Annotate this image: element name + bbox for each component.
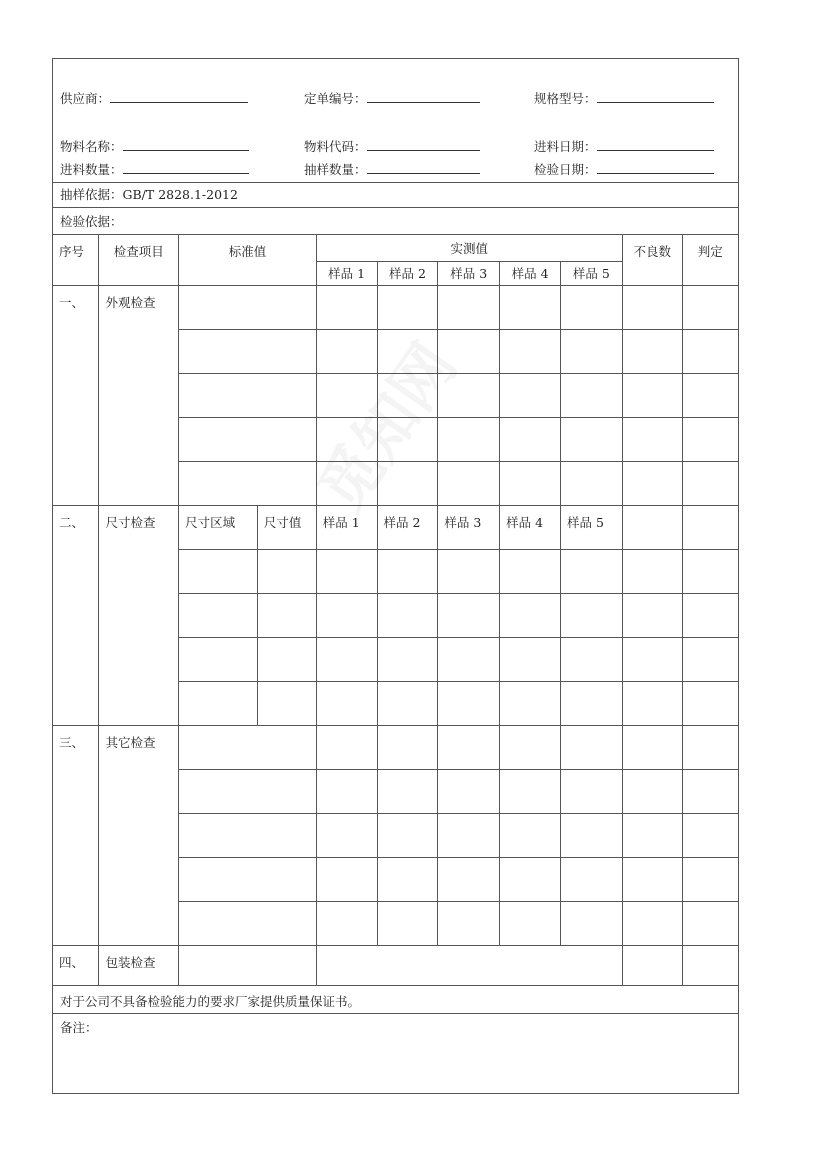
judgment-cell[interactable] — [682, 417, 738, 461]
col-no-header: 序号 — [53, 235, 99, 285]
defects-cell[interactable] — [622, 681, 682, 725]
sample-cell[interactable] — [500, 725, 561, 769]
sample-cell[interactable] — [377, 901, 438, 945]
sample-cell[interactable] — [377, 637, 438, 681]
judgment-cell[interactable] — [682, 285, 738, 329]
sample-cell[interactable] — [560, 901, 622, 945]
sample-header-3: 样品 3 — [438, 261, 500, 285]
section-4-name: 包装检查 — [99, 945, 179, 985]
sample-header-4: 样品 4 — [500, 261, 561, 285]
sample-cell[interactable] — [438, 725, 500, 769]
sample-cell[interactable] — [316, 329, 377, 373]
dimension-area-cell[interactable] — [179, 681, 258, 725]
sample-cell[interactable] — [316, 769, 377, 813]
sample-cell[interactable] — [500, 373, 561, 417]
dimension-value-cell[interactable] — [257, 549, 316, 593]
col-defects-header: 不良数 — [622, 235, 682, 285]
sample-cell[interactable] — [500, 461, 561, 505]
defects-cell[interactable] — [622, 813, 682, 857]
standard-cell[interactable] — [179, 329, 317, 373]
standard-cell[interactable] — [179, 857, 317, 901]
sample-cell[interactable] — [316, 681, 377, 725]
supplier-field[interactable] — [60, 89, 248, 107]
sample-cell[interactable] — [560, 329, 622, 373]
material-name-label: 物料名称： — [60, 139, 123, 154]
sample-cell[interactable] — [316, 725, 377, 769]
remarks-label: 备注： — [60, 1020, 98, 1035]
sample-cell[interactable] — [500, 549, 561, 593]
sample-cell[interactable] — [438, 329, 500, 373]
judgment-cell[interactable] — [682, 549, 738, 593]
sample-cell[interactable] — [438, 373, 500, 417]
sample-cell[interactable] — [560, 769, 622, 813]
sample-cell[interactable] — [316, 461, 377, 505]
sample-cell[interactable] — [500, 813, 561, 857]
judgment-cell[interactable] — [682, 725, 738, 769]
judgment-cell[interactable] — [682, 769, 738, 813]
sample-cell[interactable] — [438, 285, 500, 329]
table-row — [53, 945, 738, 985]
standard-cell[interactable] — [179, 813, 317, 857]
standard-cell[interactable] — [179, 373, 317, 417]
table-row — [53, 285, 738, 329]
judgment-cell[interactable] — [682, 945, 738, 985]
order-no-field[interactable] — [304, 89, 480, 107]
sample-cell[interactable] — [377, 813, 438, 857]
sample-cell[interactable] — [500, 593, 561, 637]
sample-cell[interactable] — [316, 637, 377, 681]
sample-cell[interactable] — [560, 549, 622, 593]
judgment-cell[interactable] — [682, 681, 738, 725]
standard-cell[interactable] — [179, 461, 317, 505]
judgment-cell[interactable] — [682, 857, 738, 901]
dim-sample-header-3: 样品 3 — [438, 505, 500, 549]
sample-cell[interactable] — [560, 417, 622, 461]
sample-cell[interactable] — [438, 637, 500, 681]
sample-cell[interactable] — [500, 637, 561, 681]
spec-label: 规格型号： — [534, 91, 597, 106]
inspection-table — [53, 235, 738, 986]
sample-cell[interactable] — [438, 857, 500, 901]
defects-cell[interactable] — [622, 901, 682, 945]
sample-cell[interactable] — [377, 549, 438, 593]
defects-cell[interactable] — [622, 285, 682, 329]
dimension-value-cell[interactable] — [257, 593, 316, 637]
section-2-no: 二、 — [53, 505, 99, 725]
sample-cell[interactable] — [438, 769, 500, 813]
sample-cell[interactable] — [438, 901, 500, 945]
section-1-name: 外观检查 — [99, 285, 179, 505]
defects-cell[interactable] — [622, 857, 682, 901]
sample-cell[interactable] — [560, 593, 622, 637]
defects-cell[interactable] — [622, 769, 682, 813]
order-no-label: 定单编号： — [304, 91, 367, 106]
sample-cell[interactable] — [316, 373, 377, 417]
sample-header-2: 样品 2 — [377, 261, 438, 285]
spec-field[interactable] — [534, 89, 714, 107]
sample-cell[interactable] — [316, 549, 377, 593]
sample-cell[interactable] — [560, 373, 622, 417]
material-code-label: 物料代码： — [304, 139, 367, 154]
sample-cell[interactable] — [377, 769, 438, 813]
sample-cell[interactable] — [377, 417, 438, 461]
sample-cell[interactable] — [438, 549, 500, 593]
defects-cell[interactable] — [622, 593, 682, 637]
inspection-form — [52, 58, 739, 1094]
judgment-cell[interactable] — [682, 901, 738, 945]
sample-cell[interactable] — [500, 901, 561, 945]
judgment-cell[interactable] — [682, 637, 738, 681]
dimension-value-cell[interactable] — [257, 637, 316, 681]
judgment-cell[interactable] — [682, 461, 738, 505]
sample-cell[interactable] — [316, 901, 377, 945]
judgment-cell[interactable] — [682, 593, 738, 637]
sample-cell[interactable] — [500, 769, 561, 813]
defects-cell[interactable] — [622, 945, 682, 985]
sample-cell[interactable] — [438, 813, 500, 857]
defects-cell[interactable] — [622, 373, 682, 417]
sample-qty-field[interactable] — [304, 160, 480, 178]
defects-cell[interactable] — [622, 549, 682, 593]
dimension-area-cell[interactable] — [179, 593, 258, 637]
standard-cell[interactable] — [179, 769, 317, 813]
sample-header-5: 样品 5 — [560, 261, 622, 285]
sample-cell[interactable] — [500, 417, 561, 461]
section-2-name: 尺寸检查 — [99, 505, 179, 725]
judgment-cell[interactable] — [682, 813, 738, 857]
defects-cell[interactable] — [622, 505, 682, 549]
section-3-no: 三、 — [53, 725, 99, 945]
material-code-field[interactable] — [304, 137, 480, 155]
incoming-qty-field[interactable] — [60, 160, 249, 178]
dimension-area-header: 尺寸区域 — [179, 505, 258, 549]
defects-cell[interactable] — [622, 637, 682, 681]
section-3-name: 其它检查 — [99, 725, 179, 945]
table-row — [53, 505, 738, 549]
dim-sample-header-2: 样品 2 — [377, 505, 438, 549]
inspection-basis: 检验依据： — [53, 208, 738, 235]
col-measured-header: 实测值 — [316, 235, 622, 261]
packaging-measured-cell[interactable] — [316, 945, 622, 985]
sample-cell[interactable] — [438, 593, 500, 637]
sample-header-1: 样品 1 — [316, 261, 377, 285]
sample-cell[interactable] — [377, 373, 438, 417]
sample-cell[interactable] — [438, 417, 500, 461]
standard-cell[interactable] — [179, 945, 317, 985]
inspection-date-field[interactable] — [534, 160, 714, 178]
standard-cell[interactable] — [179, 725, 317, 769]
col-standard-header: 标准值 — [179, 235, 317, 285]
sample-cell[interactable] — [377, 725, 438, 769]
sample-cell[interactable] — [560, 285, 622, 329]
section-1-no: 一、 — [53, 285, 99, 505]
sample-cell[interactable] — [316, 857, 377, 901]
sample-cell[interactable] — [438, 681, 500, 725]
dim-sample-header-5: 样品 5 — [560, 505, 622, 549]
sample-cell[interactable] — [500, 329, 561, 373]
sample-cell[interactable] — [377, 461, 438, 505]
sample-cell[interactable] — [560, 461, 622, 505]
sample-cell[interactable] — [560, 857, 622, 901]
sample-cell[interactable] — [500, 857, 561, 901]
standard-cell[interactable] — [179, 901, 317, 945]
defects-cell[interactable] — [622, 725, 682, 769]
sample-cell[interactable] — [560, 813, 622, 857]
col-item-header: 检查项目 — [99, 235, 179, 285]
sample-cell[interactable] — [316, 285, 377, 329]
incoming-qty-label: 进料数量： — [60, 162, 123, 177]
sample-cell[interactable] — [377, 857, 438, 901]
defects-cell[interactable] — [622, 417, 682, 461]
inspection-date-label: 检验日期： — [534, 162, 597, 177]
table-row — [53, 725, 738, 769]
incoming-date-field[interactable] — [534, 137, 714, 155]
dimension-value-header: 尺寸值 — [257, 505, 316, 549]
quality-certificate-note: 对于公司不具备检验能力的要求厂家提供质量保证书。 — [53, 989, 738, 1014]
sample-qty-label: 抽样数量： — [304, 162, 367, 177]
sample-cell[interactable] — [316, 813, 377, 857]
defects-cell[interactable] — [622, 461, 682, 505]
standard-cell[interactable] — [179, 285, 317, 329]
dim-sample-header-4: 样品 4 — [500, 505, 561, 549]
section-4-no: 四、 — [53, 945, 99, 985]
judgment-cell[interactable] — [682, 373, 738, 417]
sample-cell[interactable] — [560, 681, 622, 725]
dimension-area-cell[interactable] — [179, 549, 258, 593]
sample-cell[interactable] — [316, 417, 377, 461]
sample-cell[interactable] — [560, 725, 622, 769]
sample-cell[interactable] — [316, 593, 377, 637]
incoming-date-label: 进料日期： — [534, 139, 597, 154]
judgment-cell[interactable] — [682, 505, 738, 549]
dimension-area-cell[interactable] — [179, 637, 258, 681]
standard-cell[interactable] — [179, 417, 317, 461]
sample-cell[interactable] — [377, 593, 438, 637]
sampling-basis: 抽样依据：GB/T 2828.1-2012 — [53, 182, 738, 208]
sample-cell[interactable] — [377, 329, 438, 373]
judgment-cell[interactable] — [682, 329, 738, 373]
form-header — [53, 59, 738, 183]
sample-cell[interactable] — [500, 681, 561, 725]
sample-cell[interactable] — [377, 285, 438, 329]
dim-sample-header-1: 样品 1 — [316, 505, 377, 549]
sample-cell[interactable] — [560, 637, 622, 681]
sample-cell[interactable] — [500, 285, 561, 329]
supplier-label: 供应商： — [60, 91, 111, 106]
dimension-value-cell[interactable] — [257, 681, 316, 725]
sample-cell[interactable] — [438, 461, 500, 505]
defects-cell[interactable] — [622, 329, 682, 373]
sample-cell[interactable] — [377, 681, 438, 725]
col-judgment-header: 判定 — [682, 235, 738, 285]
material-name-field[interactable] — [60, 137, 249, 155]
